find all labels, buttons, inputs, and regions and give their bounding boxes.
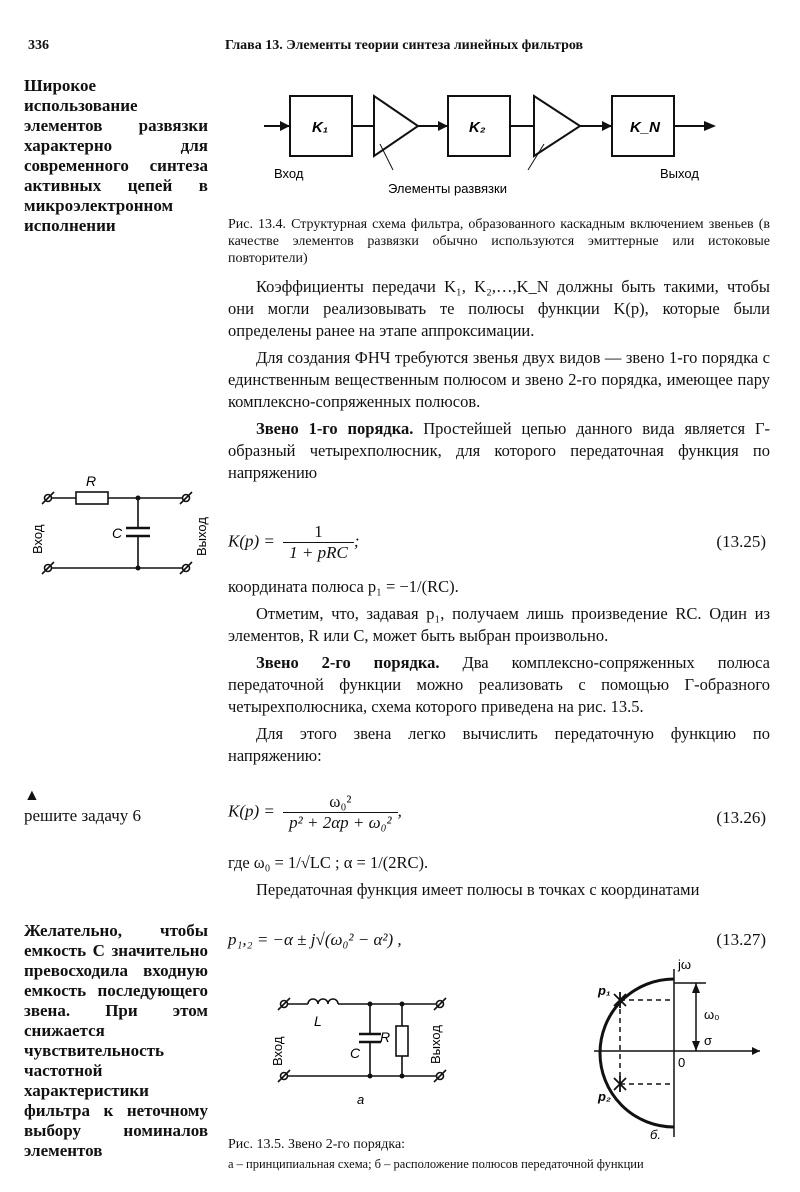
- label-input2: Вход: [270, 1036, 285, 1066]
- equation-13-25: [228, 522, 770, 562]
- eq1-lhs: K(p) =: [228, 531, 275, 551]
- triangle-mark: ▲: [24, 787, 40, 804]
- margin-task: решите задачу 6: [24, 806, 142, 825]
- label-output2: Выход: [428, 1025, 443, 1064]
- rc-circuit: [20, 470, 210, 590]
- paragraph-lpf: Для создания ФНЧ требуются звенья двух видов — звено 1-го порядка с единственным вещественным полюсом и звено 2-го порядка, имеющее пару комплексно-сопряженных полюсов.: [228, 348, 770, 411]
- label-input: Вход: [30, 524, 45, 554]
- lcr-circuit: [262, 990, 462, 1112]
- first-order-text: Простейшей цепью данного вида является Г-образный четырехполюсник, для которого передаточная функция по напряжению: [228, 419, 771, 482]
- margin-note-1: Широкое использование элементов развязки характерно для современного синтеза активных цепей в микроэлектронном исполнении: [24, 76, 208, 235]
- paragraph-second-order: [228, 652, 770, 718]
- label-c2: C: [350, 1045, 361, 1061]
- second-order-text: Два комплексно-сопряженных полюса передаточной функции можно реализовать с помощью Г-образного четырехполюсника, схема которого приведена на рис. 13.5.: [228, 653, 770, 716]
- eq1-denominator: 1 + pRC: [289, 543, 348, 562]
- paragraph-pole: координата полюса p₁ = −1/(RC).: [228, 577, 459, 596]
- label-c: C: [112, 525, 123, 541]
- eq2-tail: ,: [397, 801, 402, 821]
- body-text-3: [228, 852, 770, 906]
- eq3-number: (13.27): [716, 930, 766, 949]
- eq2-number: (13.26): [716, 808, 766, 827]
- label-sigma: σ: [704, 1033, 713, 1048]
- label-p2: p₂: [598, 1089, 611, 1104]
- fig-13-4-diagram: [228, 80, 788, 205]
- eq2-lhs: K(p) =: [228, 801, 275, 821]
- paragraph-transfer: Для этого звена легко вычислить передаточную функцию по напряжению:: [228, 724, 770, 765]
- eq1-numerator: 1: [283, 522, 354, 543]
- label-r: R: [86, 473, 97, 489]
- label-zero: 0: [678, 1055, 686, 1070]
- eq3-formula: p₁,₂ = −α ± j√(ω₀² − α²) ,: [228, 930, 402, 949]
- inductor-l: [308, 999, 338, 1004]
- resistor-r: [76, 492, 108, 504]
- output-label: Выход: [660, 166, 699, 181]
- paragraph-coefficients: Коэффициенты передачи K₁, K₂,…,K_N должны быть такими, чтобы они могли реализовывать те полюсы функции K(p), которые были определены ранее на этапе аппроксимации.: [228, 277, 770, 340]
- page-header: [20, 38, 780, 60]
- resistor-r2: [396, 1026, 408, 1056]
- block-k1: K₁: [312, 119, 329, 136]
- pole-plot: [590, 955, 766, 1143]
- margin-note-2: Желательно, чтобы емкость C значительно превосходила входную емкость последующего звена. При этом снижается чувствительность частотной характеристики фильтра к неточному выбору номиналов элементов: [24, 921, 208, 1160]
- eq2-numerator: ω₀²: [283, 792, 397, 813]
- paragraph-rc: Отметим, что, задавая p₁, получаем лишь произведение RC. Один из элементов, R или C, может быть выбран произвольно.: [228, 604, 770, 645]
- eq2-denominator: p² + 2αp + ω₀²: [289, 813, 392, 832]
- block-k2: K₂: [469, 119, 486, 136]
- eq1-number: (13.25): [716, 532, 766, 551]
- sub-a: а: [357, 1092, 365, 1107]
- chapter-title: Глава 13. Элементы теории синтеза линейных фильтров: [225, 38, 584, 53]
- heading-first-order: Звено 1-го порядка.: [256, 419, 414, 438]
- label-l: L: [314, 1013, 322, 1029]
- label-jw: jω: [678, 957, 692, 972]
- sub-b: б.: [650, 1127, 661, 1142]
- body-text-1: [228, 276, 770, 489]
- paragraph-first-order: [228, 418, 770, 484]
- input-label: Вход: [274, 166, 304, 181]
- label-output: Выход: [194, 517, 209, 556]
- buffers-label: Элементы развязки: [388, 181, 507, 196]
- label-r2: R: [380, 1029, 391, 1045]
- equation-13-26: [228, 792, 770, 832]
- eq1-tail: ;: [353, 531, 360, 551]
- page-number: 336: [28, 38, 49, 53]
- fig-13-5-caption-title: Рис. 13.5. Звено 2-го порядка:: [228, 1137, 406, 1152]
- block-kn: K_N: [630, 119, 661, 136]
- heading-second-order: Звено 2-го порядка.: [256, 653, 440, 672]
- body-text-2: [228, 576, 770, 772]
- paragraph-poles: Передаточная функция имеет полюсы в точках с координатами: [256, 880, 700, 899]
- label-p1: p₁: [598, 983, 611, 998]
- fig-13-5-caption-body: а – принципиальная схема; б – расположение полюсов передаточной функции: [228, 1157, 644, 1171]
- label-w0: ω₀: [704, 1007, 720, 1022]
- paragraph-omega: где ω₀ = 1/√LC ; α = 1/(2RC).: [228, 853, 429, 872]
- fig-13-4-caption: Рис. 13.4. Структурная схема фильтра, образованного каскадным включением звеньев (в качестве элементов развязки обычно используются эмиттерные или истоковые повторители): [228, 217, 770, 266]
